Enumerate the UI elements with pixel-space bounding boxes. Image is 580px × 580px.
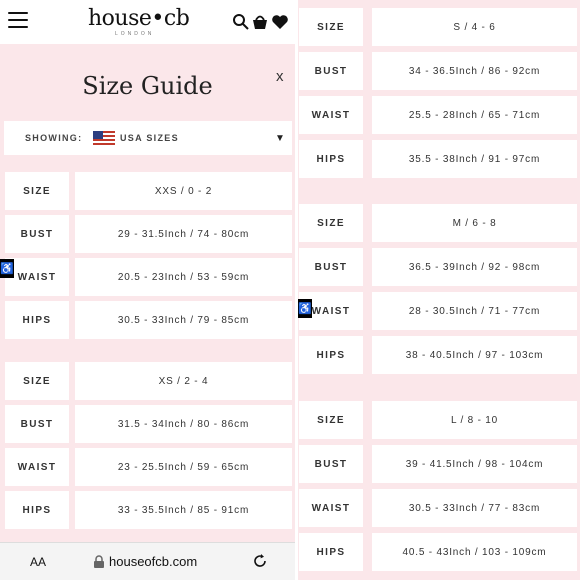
site-logo-subtitle: LONDON: [115, 31, 155, 37]
hips-label-cell: HIPS: [5, 301, 69, 339]
waist-value-cell: 23 - 25.5Inch / 59 - 65cm: [75, 448, 292, 486]
waist-value-cell: 28 - 30.5Inch / 71 - 77cm: [372, 292, 577, 330]
right-screenshot-panel: [298, 0, 580, 580]
size-value-cell: L / 8 - 10: [372, 401, 577, 439]
waist-label-cell: WAIST: [299, 292, 363, 330]
caret-down-icon: ▼: [275, 133, 285, 144]
size-value-cell: S / 4 - 6: [372, 8, 577, 46]
size-label-cell: SIZE: [299, 204, 363, 242]
waist-value-cell: 20.5 - 23Inch / 53 - 59cm: [75, 258, 292, 296]
bust-value-cell: 34 - 36.5Inch / 86 - 92cm: [372, 52, 577, 90]
bust-label-cell: BUST: [299, 52, 363, 90]
site-header: [0, 0, 295, 44]
size-value-cell: XXS / 0 - 2: [75, 172, 292, 210]
waist-value-cell: 30.5 - 33Inch / 77 - 83cm: [372, 489, 577, 527]
bust-value-cell: 36.5 - 39Inch / 92 - 98cm: [372, 248, 577, 286]
reload-icon[interactable]: [252, 553, 268, 569]
url-text[interactable]: houseofcb.com: [109, 554, 198, 569]
bust-label-cell: BUST: [5, 215, 69, 253]
size-region-dropdown[interactable]: [4, 121, 292, 155]
size-label-cell: SIZE: [299, 8, 363, 46]
accessibility-icon[interactable]: ♿: [0, 259, 14, 278]
us-flag-icon: [93, 131, 115, 145]
bust-label-cell: BUST: [5, 405, 69, 443]
search-icon[interactable]: [232, 13, 250, 31]
hips-value-cell: 33 - 35.5Inch / 85 - 91cm: [75, 491, 292, 529]
hips-value-cell: 30.5 - 33Inch / 79 - 85cm: [75, 301, 292, 339]
bust-value-cell: 39 - 41.5Inch / 98 - 104cm: [372, 445, 577, 483]
bust-value-cell: 31.5 - 34Inch / 80 - 86cm: [75, 405, 292, 443]
size-label-cell: SIZE: [5, 172, 69, 210]
waist-label-cell: WAIST: [299, 489, 363, 527]
bust-label-cell: BUST: [299, 445, 363, 483]
hips-value-cell: 38 - 40.5Inch / 97 - 103cm: [372, 336, 577, 374]
lock-icon: [93, 555, 105, 568]
close-button[interactable]: x: [276, 68, 284, 85]
site-logo[interactable]: house•cb: [88, 6, 190, 31]
bust-label-cell: BUST: [299, 248, 363, 286]
size-value-cell: M / 6 - 8: [372, 204, 577, 242]
size-value-cell: XS / 2 - 4: [75, 362, 292, 400]
accessibility-icon[interactable]: ♿: [298, 299, 312, 318]
bust-value-cell: 29 - 31.5Inch / 74 - 80cm: [75, 215, 292, 253]
shopping-bag-icon[interactable]: [251, 13, 269, 31]
size-guide-title: Size Guide: [82, 72, 213, 100]
size-label-cell: SIZE: [299, 401, 363, 439]
showing-label: SHOWING:: [25, 133, 83, 143]
hips-label-cell: HIPS: [299, 140, 363, 178]
hips-label-cell: HIPS: [299, 336, 363, 374]
hips-label-cell: HIPS: [299, 533, 363, 571]
browser-address-bar: [0, 542, 295, 580]
waist-value-cell: 25.5 - 28Inch / 65 - 71cm: [372, 96, 577, 134]
hips-value-cell: 40.5 - 43Inch / 103 - 109cm: [372, 533, 577, 571]
hips-label-cell: HIPS: [5, 491, 69, 529]
text-size-button[interactable]: AA: [30, 555, 47, 569]
showing-value: USA SIZES: [120, 133, 179, 143]
size-label-cell: SIZE: [5, 362, 69, 400]
heart-icon[interactable]: [271, 13, 289, 31]
waist-label-cell: WAIST: [299, 96, 363, 134]
waist-label-cell: WAIST: [5, 448, 69, 486]
hips-value-cell: 35.5 - 38Inch / 91 - 97cm: [372, 140, 577, 178]
hamburger-icon[interactable]: [8, 12, 28, 28]
waist-label-cell: WAIST: [5, 258, 69, 296]
